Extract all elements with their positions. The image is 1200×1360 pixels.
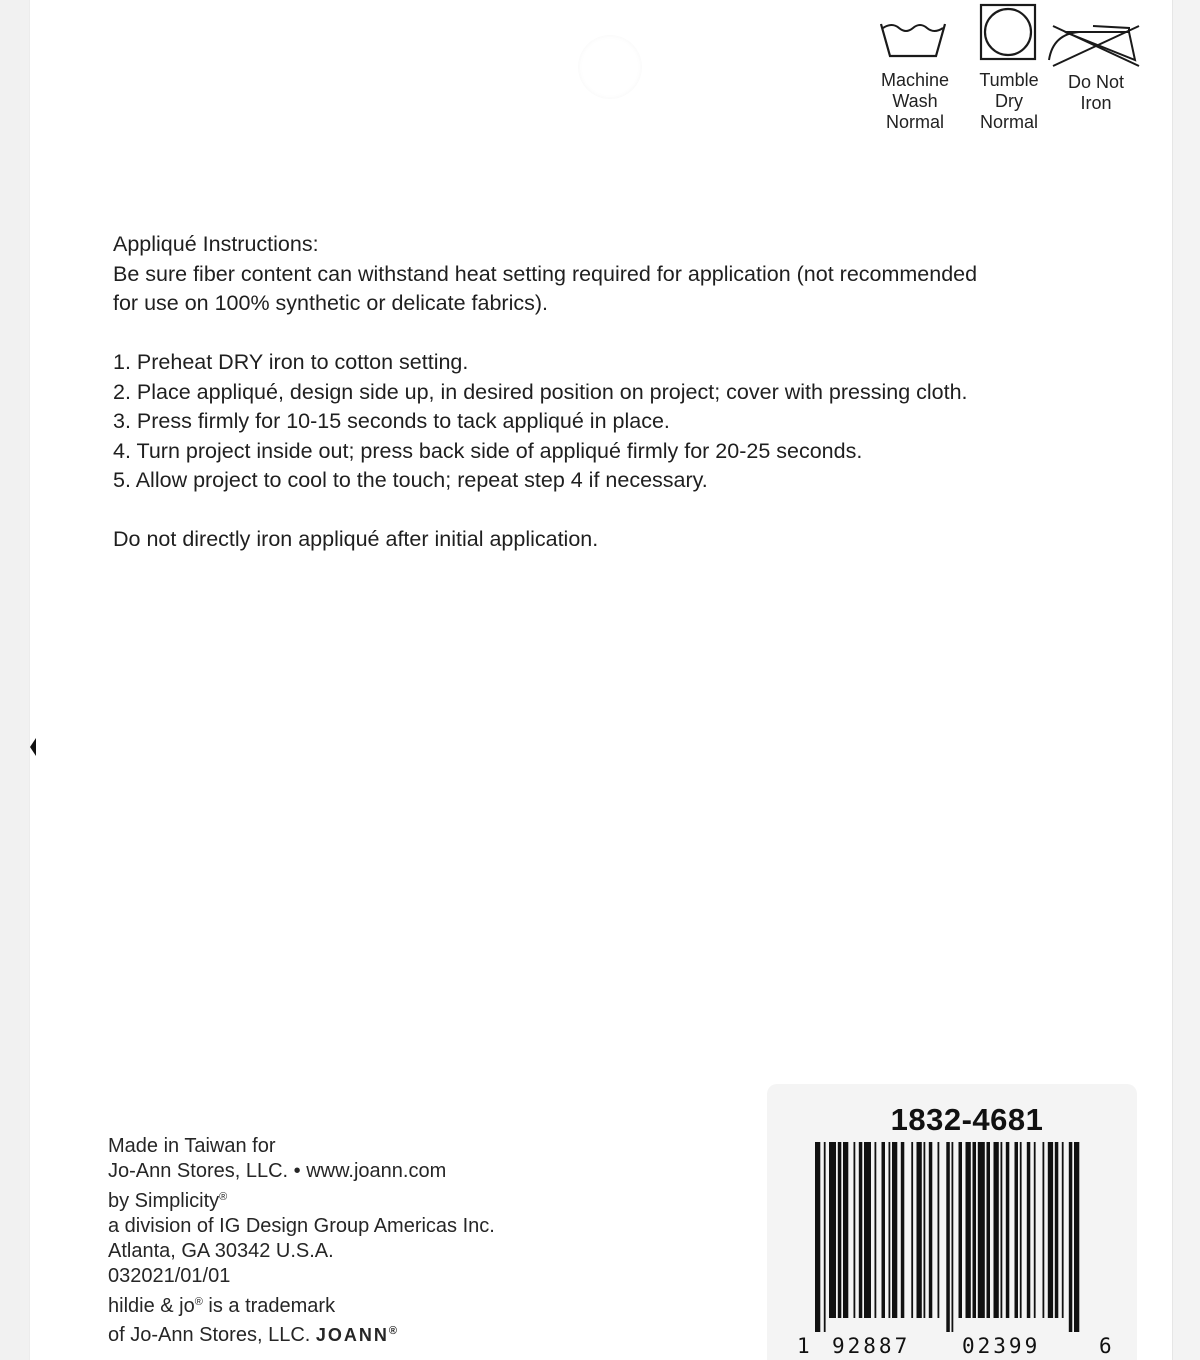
barcode-bar <box>843 1142 848 1318</box>
barcode-bar <box>911 1142 913 1318</box>
barcode-bar <box>815 1142 820 1332</box>
instruction-step: 3. Press firmly for 10-15 seconds to tack appliqué in place. <box>113 409 670 433</box>
instructions-intro-line-1: Be sure fiber content can withstand heat setting required for application (not recommended <box>113 261 978 286</box>
barcode-bar <box>1048 1142 1053 1318</box>
barcode-bar <box>892 1142 897 1318</box>
manufacturer-info <box>108 1134 668 1348</box>
package-right-edge <box>1172 0 1200 1360</box>
barcode-bar <box>1020 1142 1022 1318</box>
care-label-do-not-iron: Do Not Iron <box>1067 72 1125 113</box>
barcode-bar <box>864 1142 871 1318</box>
barcode-bar <box>1055 1142 1059 1318</box>
barcode-bar <box>829 1142 836 1318</box>
barcode-bar <box>1069 1142 1073 1332</box>
barcode <box>813 1142 1113 1332</box>
barcode-bar <box>1015 1142 1019 1318</box>
hang-hole <box>578 35 642 99</box>
barcode-bar <box>1027 1142 1031 1318</box>
barcode-bar <box>824 1142 826 1332</box>
barcode-bar <box>1043 1142 1045 1318</box>
barcode-bar <box>966 1142 971 1318</box>
division-line: a division of IG Design Group Americas Inc. <box>108 1214 495 1237</box>
sku-number: 1832-4681 <box>890 1102 1044 1137</box>
barcode-bar <box>1034 1142 1036 1318</box>
barcode-bar <box>875 1142 877 1318</box>
trademark-owner-line: of Jo-Ann Stores, LLC. JOANN® <box>108 1324 400 1347</box>
barcode-digits-left: 92887 <box>832 1334 911 1358</box>
care-label-machine-wash: Machine Wash Normal <box>880 70 950 132</box>
made-in-line: Made in Taiwan for <box>108 1135 276 1157</box>
barcode-bar <box>882 1142 886 1318</box>
barcode-bar <box>952 1142 954 1332</box>
barcode-bar <box>938 1142 940 1318</box>
barcode-bar <box>901 1142 905 1318</box>
instruction-step: 1. Preheat DRY iron to cotton setting. <box>113 350 469 374</box>
barcode-digit-last: 6 <box>1099 1334 1115 1358</box>
retailer-line: Jo-Ann Stores, LLC. • www.joann.com <box>108 1160 447 1183</box>
joann-logo: JOANN® <box>315 1325 400 1346</box>
tumble-dry-icon <box>979 3 1037 61</box>
address-line: Atlanta, GA 30342 U.S.A. <box>108 1240 334 1263</box>
instruction-step: 5. Allow project to cool to the touch; repeat step 4 if necessary. <box>113 468 708 492</box>
instructions-heading: Appliqué Instructions: <box>113 232 319 256</box>
instruction-step: 2. Place appliqué, design side up, in desired position on project; cover with pressing cloth. <box>113 379 968 404</box>
notch-marker <box>30 738 36 756</box>
barcode-bar <box>889 1142 891 1318</box>
instructions-intro-line-2: for use on 100% synthetic or delicate fabrics). <box>113 291 548 315</box>
barcode-bar <box>838 1142 842 1318</box>
barcode-bar <box>1074 1142 1079 1332</box>
instructions-steps <box>113 348 1113 496</box>
barcode-bar <box>1001 1142 1003 1318</box>
brand-line: by Simplicity® <box>108 1189 228 1212</box>
machine-wash-icon <box>878 18 948 64</box>
barcode-bar <box>973 1142 977 1318</box>
barcode-digits-right: 02399 <box>962 1334 1041 1358</box>
barcode-bar <box>978 1142 985 1318</box>
barcode-bar <box>994 1142 999 1318</box>
care-label-tumble-dry: Tumble Dry Normal <box>979 70 1039 132</box>
barcode-bar <box>1006 1142 1010 1318</box>
instruction-step: 4. Turn project inside out; press back side of appliqué firmly for 20-25 seconds. <box>113 438 863 463</box>
date-code: 032021/01/01 <box>108 1265 231 1288</box>
do-not-iron-icon <box>1045 20 1145 70</box>
barcode-bar <box>917 1142 922 1318</box>
barcode-bar <box>946 1142 950 1332</box>
barcode-bar <box>854 1142 856 1318</box>
trademark-line: hildie & jo® is a trademark <box>108 1294 336 1317</box>
barcode-bar <box>929 1142 933 1318</box>
barcode-bar <box>1062 1142 1064 1318</box>
barcode-bar <box>924 1142 926 1318</box>
package-left-edge <box>0 0 30 1360</box>
instructions-warning: Do not directly iron appliqué after initial application. <box>113 527 599 551</box>
applique-instructions <box>113 230 1113 555</box>
barcode-digit-first: 1 <box>797 1334 813 1358</box>
barcode-bar <box>987 1142 991 1318</box>
barcode-bar <box>859 1142 863 1318</box>
barcode-bar <box>959 1142 963 1318</box>
